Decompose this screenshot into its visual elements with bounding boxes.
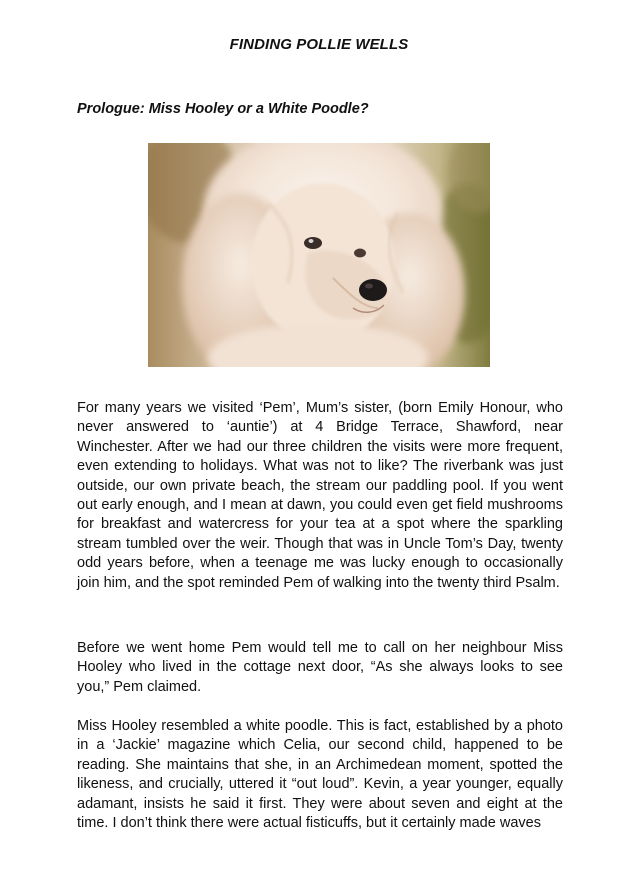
document-title: FINDING POLLIE WELLS xyxy=(229,36,409,53)
paragraph-3: Miss Hooley resembled a white poodle. This is fact, established by a photo in a ‘Jackie’ magazine which Celia, our second child, happened to be reading. She maintains that she, in an Archimedean moment, spotted the likeness, and crucially, uttered it “out loud”. Kevin, a year younger, equally adamant, insists he said it first. They were about seven and eight at the time. I don’t think there were actual fisticuffs, but it certainly made waves xyxy=(77,718,563,832)
poodle-painting-svg xyxy=(148,143,490,367)
prologue-heading: Prologue: Miss Hooley or a White Poodle? xyxy=(77,101,369,117)
poodle-illustration xyxy=(148,143,490,367)
paragraph-1: For many years we visited ‘Pem’, Mum’s sister, (born Emily Honour, who never answered to ‘auntie’) at 4 Bridge Terrace, Shawford, near Winchester. After we had our three children the visits were more frequent, even extending to holidays. What was not to like? The riverbank was just outside, our own private beach, the stream our paddling pool. If you went out early enough, and I mean at dawn, you could even get field mushrooms for breakfast and watercress for your tea at a spot where the sparkling stream tumbled over the weir. Though that was in Uncle Tom’s Day, twenty odd years before, when a teenage me was lucky enough to occasionally join him, and the spot reminded Pem of walking into the twenty third Psalm. xyxy=(77,400,563,591)
paragraph-2: Before we went home Pem would tell me to call on her neighbour Miss Hooley who lived in the cottage next door, “As she always looks to see you,” Pem claimed. xyxy=(77,640,563,695)
